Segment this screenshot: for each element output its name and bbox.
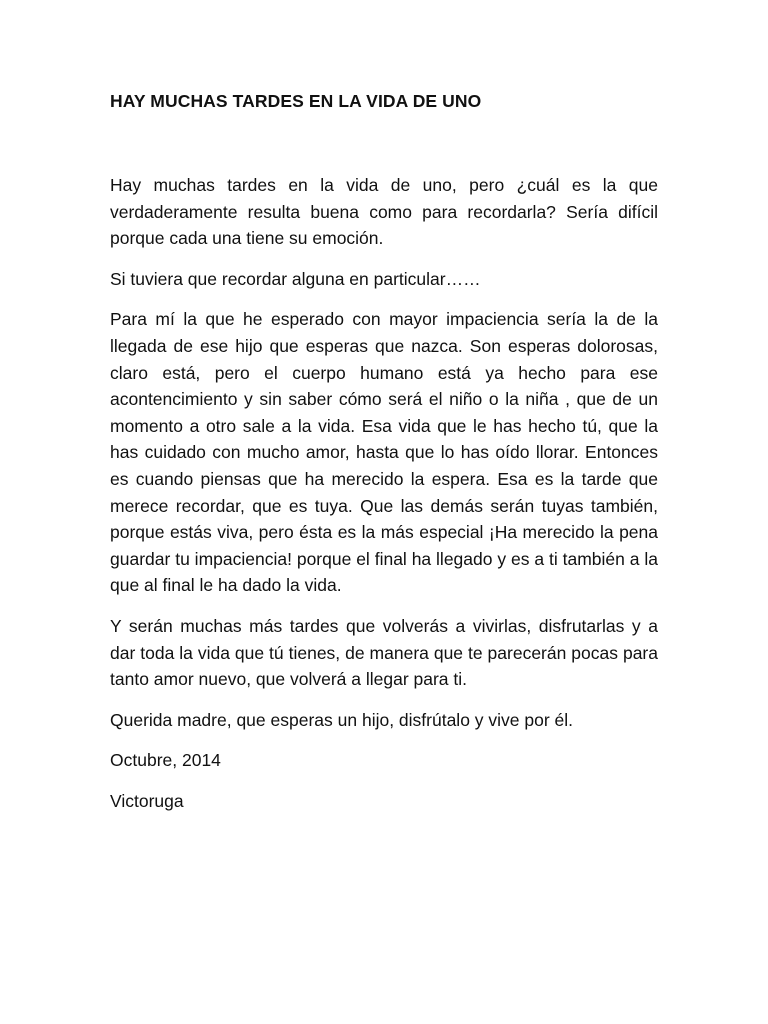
paragraph-future: Y serán muchas más tardes que volverás a vivirlas, disfrutarlas y a dar toda la vida que tú tienes, de manera que te parecerán pocas para tanto amor nuevo, que volverá a llegar para ti. — [110, 615, 658, 690]
paragraph-closing: Querida madre, que esperas un hijo, disfrútalo y vive por él. — [110, 709, 574, 730]
document-date: Octubre, 2014 — [110, 750, 221, 771]
paragraph-intro: Hay muchas tardes en la vida de uno, pero ¿cuál es la que verdaderamente resulta buena como para recordarla? Sería difícil porque cada una tiene su emoción. — [110, 175, 658, 249]
author-signature: Victoruga — [110, 790, 184, 811]
document-title: HAY MUCHAS TARDES EN LA VIDA DE UNO — [110, 91, 482, 111]
paragraph-main: Para mí la que he esperado con mayor impaciencia sería la de la llegada de ese hijo que esperas que nazca. Son esperas dolorosas, claro está, pero el cuerpo humano está ya hecho para ese acontencimiento y sin saber cómo será el niño o la niña , que de un momento a otro sale a la vida. Esa vida que le has hecho tú, que la has cuidado con mucho amor, hasta que lo has oído llorar. Entonces es cuando piensas que ha merecido la espera. Esa es la tarde que merece recordar, que es tuya. Que las demás serán tuyas también, porque estás viva, pero ésta es la más especial ¡Ha merecido la pena guardar tu impaciencia! porque el final ha llegado y es a ti también a la que al final le ha dado la vida. — [110, 309, 658, 596]
document-page — [110, 88, 658, 828]
document-body — [110, 172, 658, 814]
paragraph-recall: Si tuviera que recordar alguna en particular…… — [110, 268, 481, 289]
